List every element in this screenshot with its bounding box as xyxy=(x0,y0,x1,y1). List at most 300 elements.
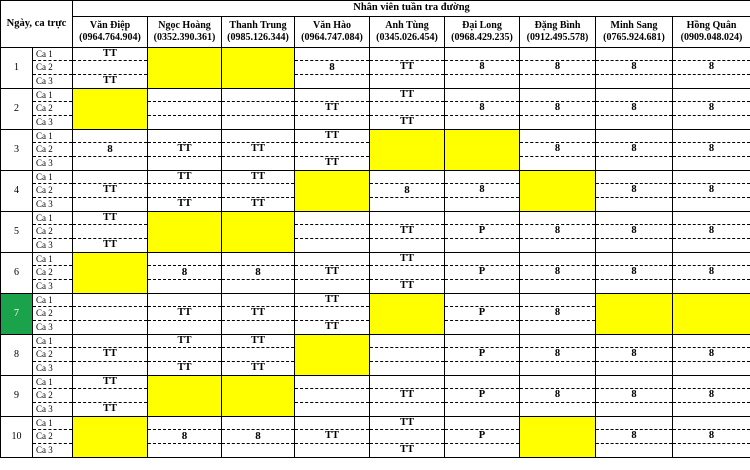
duty-cell[interactable]: TT xyxy=(370,389,445,403)
duty-cell[interactable] xyxy=(73,157,148,171)
duty-cell[interactable] xyxy=(148,130,222,143)
duty-cell[interactable] xyxy=(370,266,445,280)
shift-row xyxy=(1,212,750,225)
duty-cell[interactable] xyxy=(520,75,596,89)
shift-label: Ca 3 xyxy=(33,239,73,253)
duty-cell[interactable] xyxy=(596,444,673,458)
duty-cell[interactable] xyxy=(295,212,370,225)
employee-name: Ngọc Hoàng xyxy=(158,20,211,31)
duty-cell[interactable] xyxy=(148,102,222,116)
shift-label: Ca 2 xyxy=(33,102,73,116)
duty-cell[interactable]: 8 xyxy=(73,143,148,157)
duty-cell[interactable]: TT xyxy=(370,280,445,294)
duty-cell[interactable] xyxy=(370,198,445,212)
shift-row xyxy=(1,130,750,143)
shift-label: Ca 2 xyxy=(33,307,73,321)
duty-cell[interactable]: TT xyxy=(295,157,370,171)
duty-cell[interactable] xyxy=(445,362,520,376)
duty-cell[interactable] xyxy=(596,362,673,376)
duty-cell[interactable] xyxy=(222,321,295,335)
off-duty-cell[interactable] xyxy=(73,417,148,458)
duty-cell[interactable]: 8 xyxy=(222,266,295,280)
duty-cell[interactable]: TT xyxy=(148,171,222,184)
duty-cell[interactable] xyxy=(295,89,370,102)
duty-cell[interactable] xyxy=(596,376,673,389)
duty-cell[interactable] xyxy=(222,130,295,143)
duty-cell[interactable]: TT xyxy=(370,116,445,130)
duty-cell[interactable] xyxy=(596,417,673,430)
shift-label: Ca 1 xyxy=(33,253,73,266)
duty-cell[interactable]: TT xyxy=(222,335,295,348)
duty-cell[interactable] xyxy=(596,171,673,184)
duty-cell[interactable]: 8 xyxy=(445,102,520,116)
duty-cell[interactable]: 8 xyxy=(520,266,596,280)
duty-cell[interactable]: 8 xyxy=(148,266,222,280)
duty-cell[interactable] xyxy=(520,280,596,294)
duty-cell[interactable]: TT xyxy=(222,198,295,212)
shift-row xyxy=(1,362,750,376)
duty-cell[interactable] xyxy=(520,212,596,225)
duty-cell[interactable]: 8 xyxy=(295,61,370,75)
duty-cell[interactable]: 8 xyxy=(673,102,750,116)
duty-cell[interactable] xyxy=(673,75,750,89)
duty-cell[interactable] xyxy=(520,403,596,417)
employee-name: Văn Điệp xyxy=(89,20,131,31)
day-label: 4 xyxy=(1,171,33,212)
duty-cell[interactable] xyxy=(295,239,370,253)
duty-cell[interactable]: 8 xyxy=(673,225,750,239)
duty-cell[interactable] xyxy=(673,376,750,389)
duty-cell[interactable]: 8 xyxy=(520,225,596,239)
duty-cell[interactable] xyxy=(596,239,673,253)
duty-cell[interactable] xyxy=(520,239,596,253)
duty-cell[interactable] xyxy=(673,239,750,253)
shift-label: Ca 1 xyxy=(33,417,73,430)
duty-cell[interactable]: TT xyxy=(222,362,295,376)
duty-cell[interactable] xyxy=(73,307,148,321)
off-duty-cell[interactable] xyxy=(295,335,370,376)
off-duty-cell[interactable] xyxy=(73,89,148,130)
off-duty-cell[interactable] xyxy=(295,171,370,212)
duty-cell[interactable] xyxy=(73,130,148,143)
off-duty-cell[interactable] xyxy=(370,294,445,335)
shift-label: Ca 2 xyxy=(33,225,73,239)
employee-phone: (0968.429.235) xyxy=(451,32,513,43)
employee-phone: (0912.495.578) xyxy=(526,32,589,43)
shift-label: Ca 1 xyxy=(33,89,73,102)
duty-cell[interactable] xyxy=(445,75,520,89)
duty-cell[interactable] xyxy=(673,253,750,266)
duty-cell[interactable] xyxy=(520,362,596,376)
duty-cell[interactable] xyxy=(73,389,148,403)
day-label: 3 xyxy=(1,130,33,171)
duty-cell[interactable] xyxy=(520,294,596,307)
duty-cell[interactable]: 8 xyxy=(520,389,596,403)
duty-cell[interactable] xyxy=(445,417,520,430)
duty-cell[interactable] xyxy=(222,102,295,116)
duty-cell[interactable]: TT xyxy=(73,239,148,253)
duty-cell[interactable] xyxy=(222,184,295,198)
duty-cell[interactable] xyxy=(295,376,370,389)
duty-cell[interactable]: TT xyxy=(73,75,148,89)
off-duty-cell[interactable] xyxy=(148,48,222,89)
duty-cell[interactable]: 8 xyxy=(673,143,750,157)
duty-cell[interactable] xyxy=(445,198,520,212)
duty-cell[interactable] xyxy=(73,198,148,212)
employee-phone: (0964.747.084) xyxy=(301,32,363,43)
shift-label: Ca 3 xyxy=(33,198,73,212)
duty-cell[interactable] xyxy=(673,444,750,458)
duty-cell[interactable] xyxy=(73,171,148,184)
duty-cell[interactable]: 8 xyxy=(222,430,295,444)
employee-name: Thanh Trung xyxy=(229,20,287,31)
duty-cell[interactable] xyxy=(673,130,750,143)
duty-cell[interactable] xyxy=(520,89,596,102)
shift-label: Ca 3 xyxy=(33,280,73,294)
duty-cell[interactable] xyxy=(520,157,596,171)
duty-cell[interactable] xyxy=(445,403,520,417)
duty-cell[interactable]: TT xyxy=(222,307,295,321)
duty-cell[interactable] xyxy=(673,335,750,348)
duty-cell[interactable] xyxy=(520,253,596,266)
duty-cell[interactable] xyxy=(295,253,370,266)
employee-header xyxy=(445,17,520,48)
duty-cell[interactable]: TT xyxy=(370,444,445,458)
shift-label: Ca 3 xyxy=(33,116,73,130)
shift-row xyxy=(1,184,750,198)
duty-cell[interactable] xyxy=(596,212,673,225)
duty-cell[interactable]: TT xyxy=(295,102,370,116)
duty-cell[interactable] xyxy=(445,253,520,266)
duty-cell[interactable] xyxy=(445,376,520,389)
off-duty-cell[interactable] xyxy=(370,130,445,171)
duty-cell[interactable] xyxy=(520,376,596,389)
duty-cell[interactable]: P xyxy=(445,225,520,239)
duty-cell[interactable] xyxy=(596,335,673,348)
duty-cell[interactable] xyxy=(370,75,445,89)
duty-cell[interactable] xyxy=(73,362,148,376)
duty-cell[interactable] xyxy=(445,335,520,348)
day-label: 9 xyxy=(1,376,33,417)
duty-cell[interactable]: TT xyxy=(295,430,370,444)
duty-cell[interactable] xyxy=(673,362,750,376)
duty-cell[interactable] xyxy=(596,403,673,417)
shift-label: Ca 2 xyxy=(33,430,73,444)
duty-cell[interactable] xyxy=(445,321,520,335)
day-label: 1 xyxy=(1,48,33,89)
duty-cell[interactable]: 8 xyxy=(520,348,596,362)
duty-cell[interactable] xyxy=(222,444,295,458)
employee-name: Minh Sang xyxy=(610,20,658,31)
duty-cell[interactable] xyxy=(445,48,520,61)
duty-cell[interactable] xyxy=(295,444,370,458)
shift-label: Ca 3 xyxy=(33,321,73,335)
shift-label: Ca 2 xyxy=(33,348,73,362)
duty-cell[interactable] xyxy=(673,417,750,430)
duty-cell[interactable]: TT xyxy=(73,403,148,417)
duty-cell[interactable]: 8 xyxy=(520,143,596,157)
duty-cell[interactable] xyxy=(148,417,222,430)
day-label: 6 xyxy=(1,253,33,294)
shift-row xyxy=(1,403,750,417)
duty-cell[interactable]: TT xyxy=(148,362,222,376)
duty-cell[interactable] xyxy=(295,417,370,430)
duty-cell[interactable] xyxy=(148,444,222,458)
group-title: Nhân viên tuần tra đường xyxy=(73,1,750,17)
duty-cell[interactable] xyxy=(445,239,520,253)
duty-cell[interactable] xyxy=(73,321,148,335)
duty-cell[interactable] xyxy=(222,157,295,171)
duty-cell[interactable] xyxy=(370,362,445,376)
shift-row xyxy=(1,389,750,403)
duty-cell[interactable] xyxy=(295,280,370,294)
duty-cell[interactable] xyxy=(596,75,673,89)
duty-cell[interactable]: TT xyxy=(295,321,370,335)
duty-cell[interactable]: 8 xyxy=(673,266,750,280)
shift-label: Ca 3 xyxy=(33,444,73,458)
duty-cell[interactable]: 8 xyxy=(596,61,673,75)
off-duty-cell[interactable] xyxy=(520,171,596,212)
duty-cell[interactable] xyxy=(596,198,673,212)
duty-cell[interactable] xyxy=(73,335,148,348)
duty-cell[interactable] xyxy=(673,403,750,417)
duty-cell[interactable] xyxy=(222,348,295,362)
shift-label: Ca 1 xyxy=(33,335,73,348)
duty-cell[interactable]: TT xyxy=(295,266,370,280)
duty-cell[interactable] xyxy=(148,280,222,294)
duty-cell[interactable]: P xyxy=(445,430,520,444)
off-duty-cell[interactable] xyxy=(596,294,673,335)
duty-cell[interactable] xyxy=(445,89,520,102)
shift-row xyxy=(1,225,750,239)
employee-phone: (0964.764.904) xyxy=(79,32,141,43)
shift-label: Ca 1 xyxy=(33,212,73,225)
duty-cell[interactable]: 8 xyxy=(673,348,750,362)
duty-cell[interactable]: TT xyxy=(370,417,445,430)
duty-cell[interactable] xyxy=(673,280,750,294)
employee-name: Hồng Quân xyxy=(686,20,737,31)
shift-label: Ca 1 xyxy=(33,130,73,143)
duty-cell[interactable] xyxy=(370,403,445,417)
duty-cell[interactable]: TT xyxy=(370,61,445,75)
duty-cell[interactable] xyxy=(295,116,370,130)
duty-cell[interactable]: 8 xyxy=(596,102,673,116)
off-duty-cell[interactable] xyxy=(445,130,520,171)
duty-cell[interactable] xyxy=(73,294,148,307)
duty-cell[interactable] xyxy=(222,294,295,307)
duty-cell[interactable]: 8 xyxy=(596,348,673,362)
duty-cell[interactable]: 8 xyxy=(596,266,673,280)
duty-cell[interactable]: TT xyxy=(222,143,295,157)
shift-row xyxy=(1,335,750,348)
duty-cell[interactable] xyxy=(520,116,596,130)
day-label: 10 xyxy=(1,417,33,458)
duty-cell[interactable]: 8 xyxy=(370,184,445,198)
employee-name: Đại Long xyxy=(462,20,502,31)
employee-name: Văn Hào xyxy=(312,20,352,31)
employee-header xyxy=(148,17,222,48)
off-duty-cell[interactable] xyxy=(73,253,148,294)
off-duty-cell[interactable] xyxy=(222,376,295,417)
duty-cell[interactable]: TT xyxy=(370,89,445,102)
duty-cell[interactable]: TT xyxy=(148,198,222,212)
employee-header xyxy=(370,17,445,48)
duty-cell[interactable]: 8 xyxy=(673,389,750,403)
duty-cell[interactable] xyxy=(520,321,596,335)
duty-cell[interactable] xyxy=(295,389,370,403)
duty-cell[interactable]: 8 xyxy=(520,307,596,321)
duty-cell[interactable] xyxy=(445,294,520,307)
duty-cell[interactable] xyxy=(445,444,520,458)
off-duty-cell[interactable] xyxy=(673,294,750,335)
duty-cell[interactable]: TT xyxy=(73,348,148,362)
duty-cell[interactable]: P xyxy=(445,266,520,280)
duty-cell[interactable] xyxy=(596,89,673,102)
duty-cell[interactable]: 8 xyxy=(148,430,222,444)
duty-cell[interactable]: TT xyxy=(73,48,148,61)
duty-cell[interactable]: 8 xyxy=(596,389,673,403)
shift-label: Ca 1 xyxy=(33,48,73,61)
shift-label: Ca 3 xyxy=(33,362,73,376)
day-label: 5 xyxy=(1,212,33,253)
duty-cell[interactable] xyxy=(295,225,370,239)
duty-cell[interactable] xyxy=(370,376,445,389)
duty-cell[interactable]: 8 xyxy=(596,184,673,198)
duty-cell[interactable] xyxy=(370,171,445,184)
shift-label: Ca 2 xyxy=(33,184,73,198)
off-duty-cell[interactable] xyxy=(520,417,596,458)
duty-cell[interactable] xyxy=(673,116,750,130)
duty-cell[interactable]: TT xyxy=(148,143,222,157)
duty-cell[interactable] xyxy=(295,403,370,417)
duty-cell[interactable] xyxy=(520,130,596,143)
duty-cell[interactable] xyxy=(222,280,295,294)
duty-cell[interactable] xyxy=(295,143,370,157)
duty-cell[interactable] xyxy=(673,198,750,212)
employee-phone: (0985.126.344) xyxy=(227,32,289,43)
duty-cell[interactable] xyxy=(148,89,222,102)
duty-cell[interactable] xyxy=(370,335,445,348)
duty-cell[interactable]: 8 xyxy=(445,184,520,198)
shift-row xyxy=(1,75,750,89)
duty-cell[interactable] xyxy=(222,417,295,430)
duty-cell[interactable]: P xyxy=(445,389,520,403)
duty-cell[interactable]: 8 xyxy=(445,61,520,75)
day-label-current: 7 xyxy=(1,294,33,335)
duty-cell[interactable] xyxy=(673,48,750,61)
employee-header xyxy=(673,17,750,48)
duty-cell[interactable] xyxy=(222,253,295,266)
duty-cell[interactable] xyxy=(445,116,520,130)
duty-cell[interactable]: TT xyxy=(148,307,222,321)
duty-cell[interactable]: 8 xyxy=(673,184,750,198)
duty-cell[interactable] xyxy=(370,348,445,362)
duty-cell[interactable] xyxy=(520,335,596,348)
shift-label: Ca 3 xyxy=(33,157,73,171)
duty-cell[interactable]: TT xyxy=(222,171,295,184)
duty-cell[interactable] xyxy=(673,157,750,171)
off-duty-cell[interactable] xyxy=(148,376,222,417)
duty-cell[interactable]: 8 xyxy=(673,61,750,75)
duty-cell[interactable]: P xyxy=(445,307,520,321)
duty-cell[interactable] xyxy=(295,48,370,61)
shift-row xyxy=(1,61,750,75)
duty-cell[interactable]: P xyxy=(445,348,520,362)
shift-label: Ca 1 xyxy=(33,376,73,389)
duty-cell[interactable] xyxy=(673,171,750,184)
duty-cell[interactable]: 8 xyxy=(520,102,596,116)
employee-phone: (0345.026.454) xyxy=(376,32,438,43)
duty-cell[interactable] xyxy=(370,212,445,225)
duty-cell[interactable] xyxy=(370,48,445,61)
duty-cell[interactable]: TT xyxy=(295,294,370,307)
duty-cell[interactable]: TT xyxy=(295,130,370,143)
duty-cell[interactable] xyxy=(222,89,295,102)
off-duty-cell[interactable] xyxy=(222,212,295,253)
shift-row xyxy=(1,198,750,212)
duty-cell[interactable]: TT xyxy=(148,335,222,348)
duty-cell[interactable] xyxy=(73,61,148,75)
duty-cell[interactable] xyxy=(148,321,222,335)
duty-cell[interactable]: TT xyxy=(73,212,148,225)
duty-cell[interactable] xyxy=(445,212,520,225)
duty-cell[interactable] xyxy=(295,307,370,321)
duty-cell[interactable]: 8 xyxy=(596,143,673,157)
corner-header: Ngày, ca trực xyxy=(1,1,73,48)
duty-cell[interactable] xyxy=(520,48,596,61)
duty-cell[interactable] xyxy=(673,212,750,225)
off-duty-cell[interactable] xyxy=(222,48,295,89)
duty-cell[interactable] xyxy=(295,75,370,89)
duty-cell[interactable]: TT xyxy=(370,253,445,266)
employee-header xyxy=(295,17,370,48)
shift-row xyxy=(1,417,750,430)
shift-label: Ca 2 xyxy=(33,266,73,280)
off-duty-cell[interactable] xyxy=(148,212,222,253)
duty-cell[interactable] xyxy=(596,130,673,143)
duty-cell[interactable]: 8 xyxy=(520,61,596,75)
employee-phone: (0909.048.024) xyxy=(680,32,743,43)
duty-cell[interactable] xyxy=(673,89,750,102)
duty-cell[interactable]: TT xyxy=(73,376,148,389)
duty-cell[interactable]: TT xyxy=(73,184,148,198)
duty-cell[interactable] xyxy=(445,280,520,294)
duty-cell[interactable] xyxy=(596,157,673,171)
duty-cell[interactable] xyxy=(222,116,295,130)
duty-cell[interactable] xyxy=(370,430,445,444)
duty-cell[interactable] xyxy=(596,280,673,294)
duty-cell[interactable] xyxy=(148,157,222,171)
duty-cell[interactable] xyxy=(73,225,148,239)
shift-label: Ca 1 xyxy=(33,171,73,184)
duty-cell[interactable]: TT xyxy=(370,225,445,239)
duty-cell[interactable] xyxy=(148,116,222,130)
duty-cell[interactable] xyxy=(370,239,445,253)
duty-cell[interactable]: 8 xyxy=(596,430,673,444)
duty-cell[interactable]: 8 xyxy=(596,225,673,239)
duty-cell[interactable] xyxy=(148,253,222,266)
employee-phone: (0352.390.361) xyxy=(153,32,216,43)
duty-cell[interactable] xyxy=(596,253,673,266)
duty-cell[interactable] xyxy=(596,48,673,61)
duty-cell[interactable] xyxy=(148,348,222,362)
duty-cell[interactable]: 8 xyxy=(673,430,750,444)
duty-cell[interactable] xyxy=(148,184,222,198)
duty-cell[interactable] xyxy=(370,102,445,116)
duty-cell[interactable] xyxy=(148,294,222,307)
duty-cell[interactable] xyxy=(445,171,520,184)
duty-cell[interactable] xyxy=(596,116,673,130)
